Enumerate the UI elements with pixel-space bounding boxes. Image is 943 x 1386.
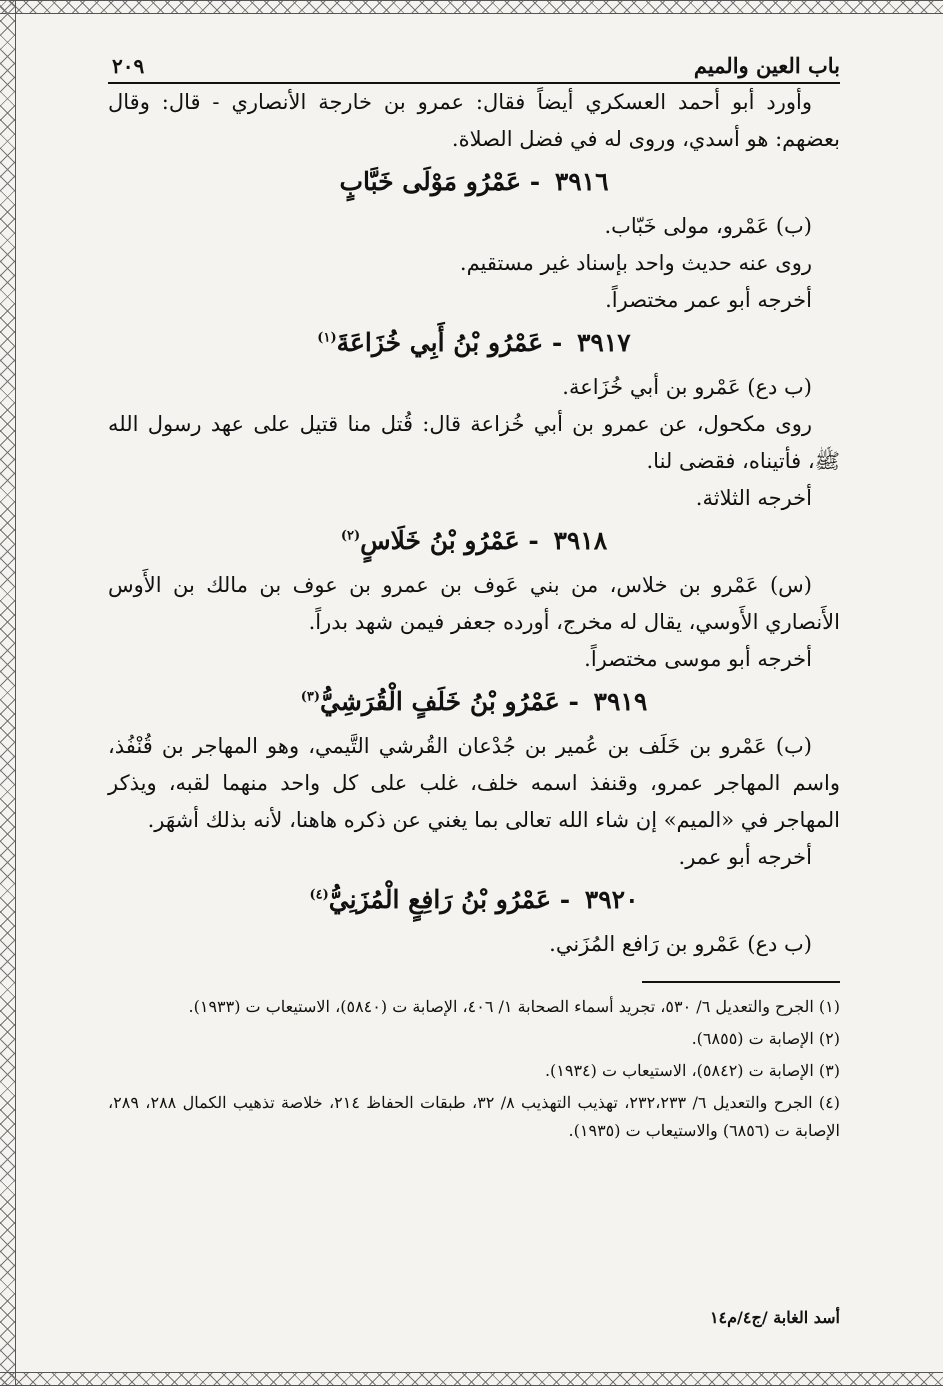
entry-number: ٣٩٢٠ <box>584 885 639 914</box>
entry-name: عَمْرُو بْنُ خَلَفٍ الْقُرَشِيُّ <box>320 687 560 716</box>
footnote-divider <box>642 981 840 983</box>
page-content <box>108 84 840 963</box>
entry-number: ٣٩١٩ <box>593 687 648 716</box>
entry-paragraph: أخرجه الثلاثة. <box>695 486 812 510</box>
intro-paragraph: وأورد أبو أحمد العسكري أيضاً فقال: عمرو بن خارجة الأنصاري - قال: وقال بعضهم: هو أسدي، وروى له في فضل الصلاة. <box>108 90 840 151</box>
entry-name: عَمْرُو بْنُ رَافِعٍ الْمُزَنِيُّ <box>328 885 551 914</box>
entry-paragraph: أخرجه أبو عمر. <box>678 845 812 869</box>
footnote-reference[interactable]: (٤) <box>309 887 329 903</box>
book-page <box>108 38 840 1149</box>
footnote-reference[interactable]: (١) <box>317 330 337 346</box>
page-footer-signature: أسد الغابة /ج٤/م١٤ <box>709 1308 840 1327</box>
entry-paragraph: (ب) عَمْرو بن خَلَف بن عُمير بن جُدْعان القُرشي التَّيمي، وهو المهاجر بن قُنْفُذ، واسم المهاجر عمرو، وقنفذ اسمه خلف، غلب على كل واحد منهما لقبه، ويذكر المهاجر في «الميم» إن شاء الله تعالى بما يغني عن ذكره هاهنا، لأنه بذلك أشهَر. <box>108 734 840 832</box>
entry-number: ٣٩١٨ <box>553 526 608 555</box>
entry-heading: ٣٩١٦ - عَمْرُو مَوْلَى خَبَّابٍ <box>339 167 609 196</box>
entry-paragraph: (س) عَمْرو بن خلاس، من بني عَوف بن عمرو بن عوف بن مالك بن الأَوس الأَنصاري الأَوسي، يقال له مخرج، أورده جعفر فيمن شهد بدراً. <box>108 573 840 634</box>
footnote-item: (٤) الجرح والتعديل ٦/ ٢٣٢،٢٣٣، تهذيب التهذيب ٨/ ٣٢، طبقات الحفاظ ٢١٤، خلاصة تذهيب الكمال ٢٨٨، ٢٨٩، الإصابة ت (٦٨٥٦) والاستيعاب ت (١٩٣٥). <box>108 1093 840 1140</box>
entry-number: ٣٩١٦ <box>554 167 609 196</box>
footnote-item: (٣) الإصابة ت (٥٨٤٢)، الاستيعاب ت (١٩٣٤). <box>544 1061 840 1080</box>
page-number: ٢٠٩ <box>112 54 145 78</box>
entry-heading: ٣٩١٩ - عَمْرُو بْنُ خَلَفٍ الْقُرَشِيُّ$^{(٣)}$ <box>300 687 648 716</box>
entry-number: ٣٩١٧ <box>576 328 631 357</box>
entry-paragraph: أخرجه أبو عمر مختصراً. <box>605 288 812 312</box>
footnotes <box>108 993 840 1145</box>
entry-paragraph: (ب) عَمْرو، مولى خَبّاب. <box>604 214 812 238</box>
entry-name: عَمْرُو مَوْلَى خَبَّابٍ <box>339 167 522 196</box>
entry-name: عَمْرُو بْنُ أَبِي خُزَاعَةَ <box>336 328 544 357</box>
entry-heading: ٣٩١٧ - عَمْرُو بْنُ أَبِي خُزَاعَةَ$^{(١)}$ <box>317 328 631 357</box>
entry-name: عَمْرُو بْنُ خَلَاسٍ <box>360 526 520 555</box>
entry-paragraph: (ب دع) عَمْرو بن أبي خُزَاعة. <box>562 375 812 399</box>
page-header <box>108 38 840 84</box>
entry-heading: ٣٩١٨ - عَمْرُو بْنُ خَلَاسٍ$^{(٢)}$ <box>340 526 608 555</box>
entry-paragraph: أخرجه أبو موسى مختصراً. <box>584 647 812 671</box>
decorative-border-left <box>0 0 16 1386</box>
footnote-item: (٢) الإصابة ت (٦٨٥٥). <box>691 1029 840 1048</box>
footnote-reference[interactable]: (٢) <box>340 528 361 544</box>
running-title: باب العين والميم <box>693 53 840 78</box>
entry-paragraph: روى عنه حديث واحد بإسناد غير مستقيم. <box>459 251 812 275</box>
decorative-border-bottom <box>0 1372 943 1386</box>
entry-paragraph: روى مكحول، عن عمرو بن أبي خُزاعة قال: قُتل منا قتيل على عهد رسول الله ﷺ، فأتيناه، فقضى لنا. <box>108 412 840 473</box>
decorative-border-top <box>0 0 943 14</box>
footnote-reference[interactable]: (٣) <box>300 689 321 705</box>
footnote-item: (١) الجرح والتعديل ٦/ ٥٣٠، تجريد أسماء الصحابة ١/ ٤٠٦، الإصابة ت (٥٨٤٠)، الاستيعاب ت (١٩٣٣). <box>188 997 840 1016</box>
entry-paragraph: (ب دع) عَمْرو بن رَافع المُزَني. <box>549 932 812 956</box>
entry-heading: ٣٩٢٠ - عَمْرُو بْنُ رَافِعٍ الْمُزَنِيُّ$^{(٤)}$ <box>309 885 639 914</box>
